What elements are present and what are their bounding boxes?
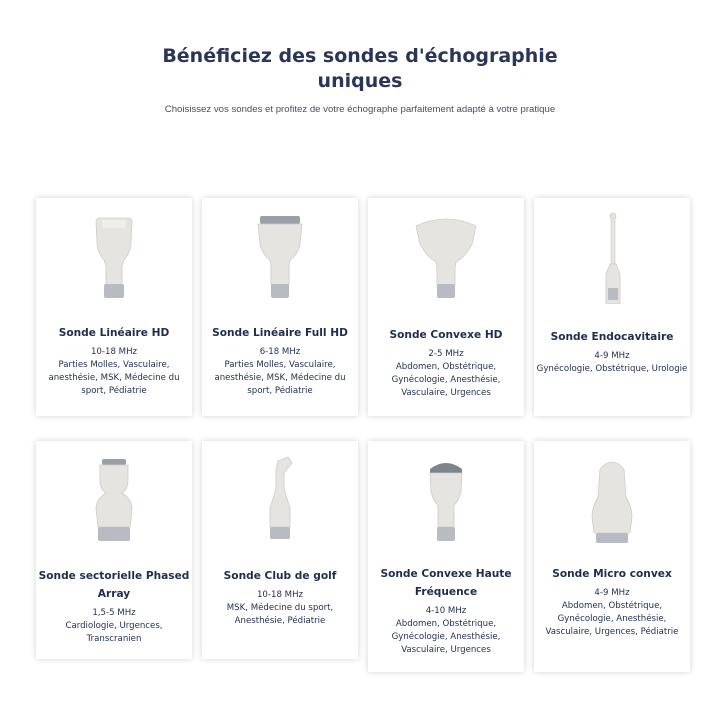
phased-array-probe-icon bbox=[36, 447, 192, 547]
probe-uses: Parties Molles, Vasculaire, anesthésie, MSK, Médecine du sport, Pédiatrie bbox=[48, 360, 180, 396]
probe-card-golf-club[interactable] bbox=[202, 441, 358, 659]
probe-card-convex-hd[interactable] bbox=[368, 198, 524, 416]
probe-card-linear-hd[interactable] bbox=[36, 198, 192, 416]
probe-frequency: 10-18 MHz bbox=[256, 590, 304, 600]
probe-uses: MSK, Médecine du sport, Anesthésie, Pédiatrie bbox=[226, 603, 334, 626]
high-frequency-convex-probe-icon bbox=[368, 447, 524, 547]
probe-card-linear-full-hd[interactable] bbox=[202, 198, 358, 416]
probe-frequency: 4-9 MHz bbox=[594, 588, 630, 598]
probe-frequency: 10-18 MHz bbox=[90, 347, 138, 357]
endocavity-probe-icon bbox=[534, 204, 690, 304]
micro-convex-probe-icon bbox=[534, 447, 690, 547]
probe-card-micro-convex[interactable] bbox=[534, 441, 690, 672]
linear-probe-full-hd-icon bbox=[202, 204, 358, 304]
convex-probe-icon bbox=[368, 204, 524, 304]
page-subtitle: Choisissez vos sondes et profitez de votre échographe parfaitement adapté à votre pratique bbox=[164, 104, 556, 115]
probe-frequency: 6-18 MHz bbox=[259, 347, 301, 357]
probe-name: Sonde Endocavitaire bbox=[550, 331, 674, 343]
probe-card-phased-array[interactable] bbox=[36, 441, 192, 659]
probe-name: Sonde Micro convex bbox=[552, 568, 672, 580]
probe-name: Sonde Convexe Haute Fréquence bbox=[380, 568, 512, 598]
probe-uses: Abdomen, Obstétrique, Gynécologie, Anesthésie, Vasculaire, Urgences bbox=[391, 362, 501, 398]
probe-frequency: 4-9 MHz bbox=[594, 351, 630, 361]
probe-name: Sonde Convexe HD bbox=[389, 329, 503, 341]
page-title: Bénéficiez des sondes d'échographie uniques bbox=[162, 45, 558, 92]
probe-name: Sonde sectorielle Phased Array bbox=[38, 570, 190, 600]
probe-card-high-frequency-convex[interactable] bbox=[368, 441, 524, 672]
probe-frequency: 4-10 MHz bbox=[425, 606, 467, 616]
probe-name: Sonde Linéaire HD bbox=[58, 327, 170, 339]
probe-uses: Gynécologie, Obstétrique, Urologie bbox=[536, 364, 688, 374]
probe-uses: Cardiologie, Urgences, Transcranien bbox=[65, 621, 163, 644]
probe-card-endocavity[interactable] bbox=[534, 198, 690, 416]
probe-name: Sonde Club de golf bbox=[223, 570, 337, 582]
probe-frequency: 1,5-5 MHz bbox=[92, 608, 136, 618]
linear-probe-icon bbox=[36, 204, 192, 304]
golf-club-probe-icon bbox=[202, 447, 358, 547]
probe-uses: Abdomen, Obstétrique, Gynécologie, Anesthésie, Vasculaire, Urgences, Pédiatrie bbox=[545, 601, 679, 637]
probe-frequency: 2-5 MHz bbox=[428, 349, 464, 359]
probe-name: Sonde Linéaire Full HD bbox=[212, 327, 348, 339]
probe-uses: Abdomen, Obstétrique, Gynécologie, Anesthésie, Vasculaire, Urgences bbox=[391, 619, 501, 655]
probe-uses: Parties Molles, Vasculaire, anesthésie, MSK, Médecine du sport, Pédiatrie bbox=[214, 360, 346, 396]
